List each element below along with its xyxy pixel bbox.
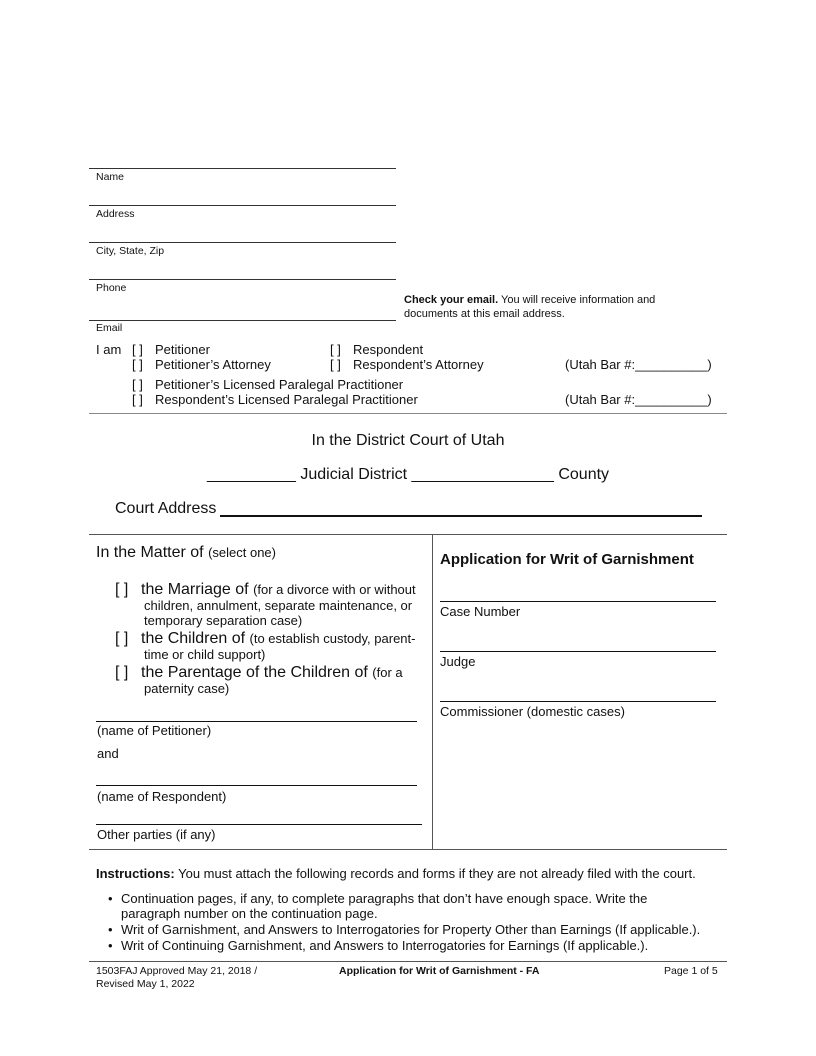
instruction-item-3-text: Writ of Continuing Garnishment, and Answers to Interrogatories for Earnings (If applicable.). [121, 938, 649, 953]
judge-line[interactable] [440, 651, 716, 652]
judge-label: Judge [440, 654, 476, 669]
marriage-checkbox[interactable]: [ ] [115, 581, 129, 598]
caption-top-border [89, 534, 727, 535]
court-title: In the District Court of Utah [311, 432, 505, 449]
respondent-attorney-checkbox[interactable]: [ ] [330, 357, 341, 372]
other-parties-label: Other parties (if any) [97, 827, 216, 842]
footer-page-number: Page 1 of 5 [664, 965, 718, 977]
caption-bottom-border [89, 849, 727, 850]
parentage-note-1: (for a [372, 665, 403, 680]
respondent-lpp-checkbox[interactable]: [ ] [132, 392, 143, 407]
petitioner-name-label: (name of Petitioner) [97, 723, 212, 738]
name-label: Name [96, 171, 125, 183]
phone-label: Phone [96, 282, 127, 294]
instruction-item-3 [121, 938, 648, 953]
footer-form-line2: Revised May 1, 2022 [96, 978, 195, 990]
email-note-bold: Check your email. [404, 294, 499, 306]
petitioner-lpp-checkbox[interactable]: [ ] [132, 377, 143, 392]
district-county-line[interactable]: __________ Judicial District ________________ County [206, 466, 610, 483]
matter-heading-text: In the Matter of [96, 544, 204, 561]
address-label: Address [96, 208, 135, 220]
court-address-label: Court Address [115, 500, 217, 517]
petitioner-attorney-option: Petitioner’s Attorney [155, 357, 271, 372]
city-label: City, State, Zip [96, 245, 165, 257]
email-note-line1: You will receive information and [498, 294, 656, 306]
utah-bar-field-2[interactable]: (Utah Bar #:__________) [565, 392, 712, 407]
children-note-1: (to establish custody, parent- [249, 631, 416, 646]
parentage-option [141, 664, 403, 682]
marriage-option-label: the Marriage of [141, 581, 249, 598]
respondent-name-line[interactable] [96, 785, 417, 786]
parentage-note-2: paternity case) [144, 681, 230, 696]
matter-heading [96, 544, 276, 562]
other-parties-line[interactable] [96, 824, 422, 825]
footer-divider [89, 961, 727, 962]
respondent-name-label: (name of Respondent) [97, 789, 227, 804]
city-line[interactable] [89, 242, 396, 243]
petitioner-lpp-option: Petitioner’s Licensed Paralegal Practitioner [155, 377, 404, 392]
petitioner-name-line[interactable] [96, 721, 417, 722]
instructions-text: You must attach the following records and forms if they are not already filed with the court. [174, 866, 696, 881]
email-note [404, 293, 704, 321]
children-option-label: the Children of [141, 630, 246, 647]
instruction-item-1-line2: paragraph number on the continuation page. [121, 906, 378, 921]
marriage-note-3: temporary separation case) [144, 613, 303, 628]
utah-bar-field[interactable]: (Utah Bar #:__________) [565, 357, 712, 372]
respondent-checkbox[interactable]: [ ] [330, 342, 341, 357]
and-label: and [97, 746, 119, 761]
address-line[interactable] [89, 205, 396, 206]
marriage-note-1: (for a divorce with or without [253, 582, 416, 597]
form-title: Application for Writ of Garnishment [440, 551, 694, 568]
petitioner-attorney-checkbox[interactable]: [ ] [132, 357, 143, 372]
commissioner-line[interactable] [440, 701, 716, 702]
footer-form-info [96, 965, 257, 991]
marriage-note-2: children, annulment, separate maintenance, or [144, 598, 413, 613]
instruction-item-1-line1: Continuation pages, if any, to complete paragraphs that don’t have enough space. Write the [121, 891, 648, 906]
instruction-item-1 [121, 891, 647, 921]
commissioner-label: Commissioner (domestic cases) [440, 704, 625, 719]
instructions [96, 866, 696, 881]
respondent-option: Respondent [353, 342, 424, 357]
case-number-line[interactable] [440, 601, 716, 602]
case-number-label: Case Number [440, 604, 521, 619]
matter-heading-note: (select one) [208, 545, 276, 560]
respondent-attorney-option: Respondent’s Attorney [353, 357, 484, 372]
petitioner-option: Petitioner [155, 342, 210, 357]
email-label: Email [96, 322, 123, 334]
iam-label: I am [96, 342, 122, 357]
children-note-2: time or child support) [144, 647, 266, 662]
footer-form-line1: 1503FAJ Approved May 21, 2018 / [96, 965, 258, 977]
instruction-item-2 [121, 922, 700, 937]
children-checkbox[interactable]: [ ] [115, 630, 129, 647]
email-line[interactable] [89, 320, 396, 321]
phone-line[interactable] [89, 279, 396, 280]
footer-form-title: Application for Writ of Garnishment - FA [339, 965, 540, 977]
parentage-option-label: the Parentage of the Children of [141, 664, 368, 681]
children-option [141, 630, 415, 648]
caption-divider [432, 534, 433, 849]
parentage-checkbox[interactable]: [ ] [115, 664, 129, 681]
respondent-lpp-option: Respondent’s Licensed Paralegal Practitioner [155, 392, 418, 407]
email-note-line2: documents at this email address. [404, 308, 565, 320]
marriage-option [141, 581, 416, 599]
court-address-line[interactable] [220, 515, 702, 517]
instruction-item-2-text: Writ of Garnishment, and Answers to Interrogatories for Property Other than Earnings (If applicable.). [121, 922, 701, 937]
name-line[interactable] [89, 168, 396, 169]
petitioner-checkbox[interactable]: [ ] [132, 342, 143, 357]
instructions-lead: Instructions: [96, 866, 175, 881]
divider [89, 413, 727, 414]
